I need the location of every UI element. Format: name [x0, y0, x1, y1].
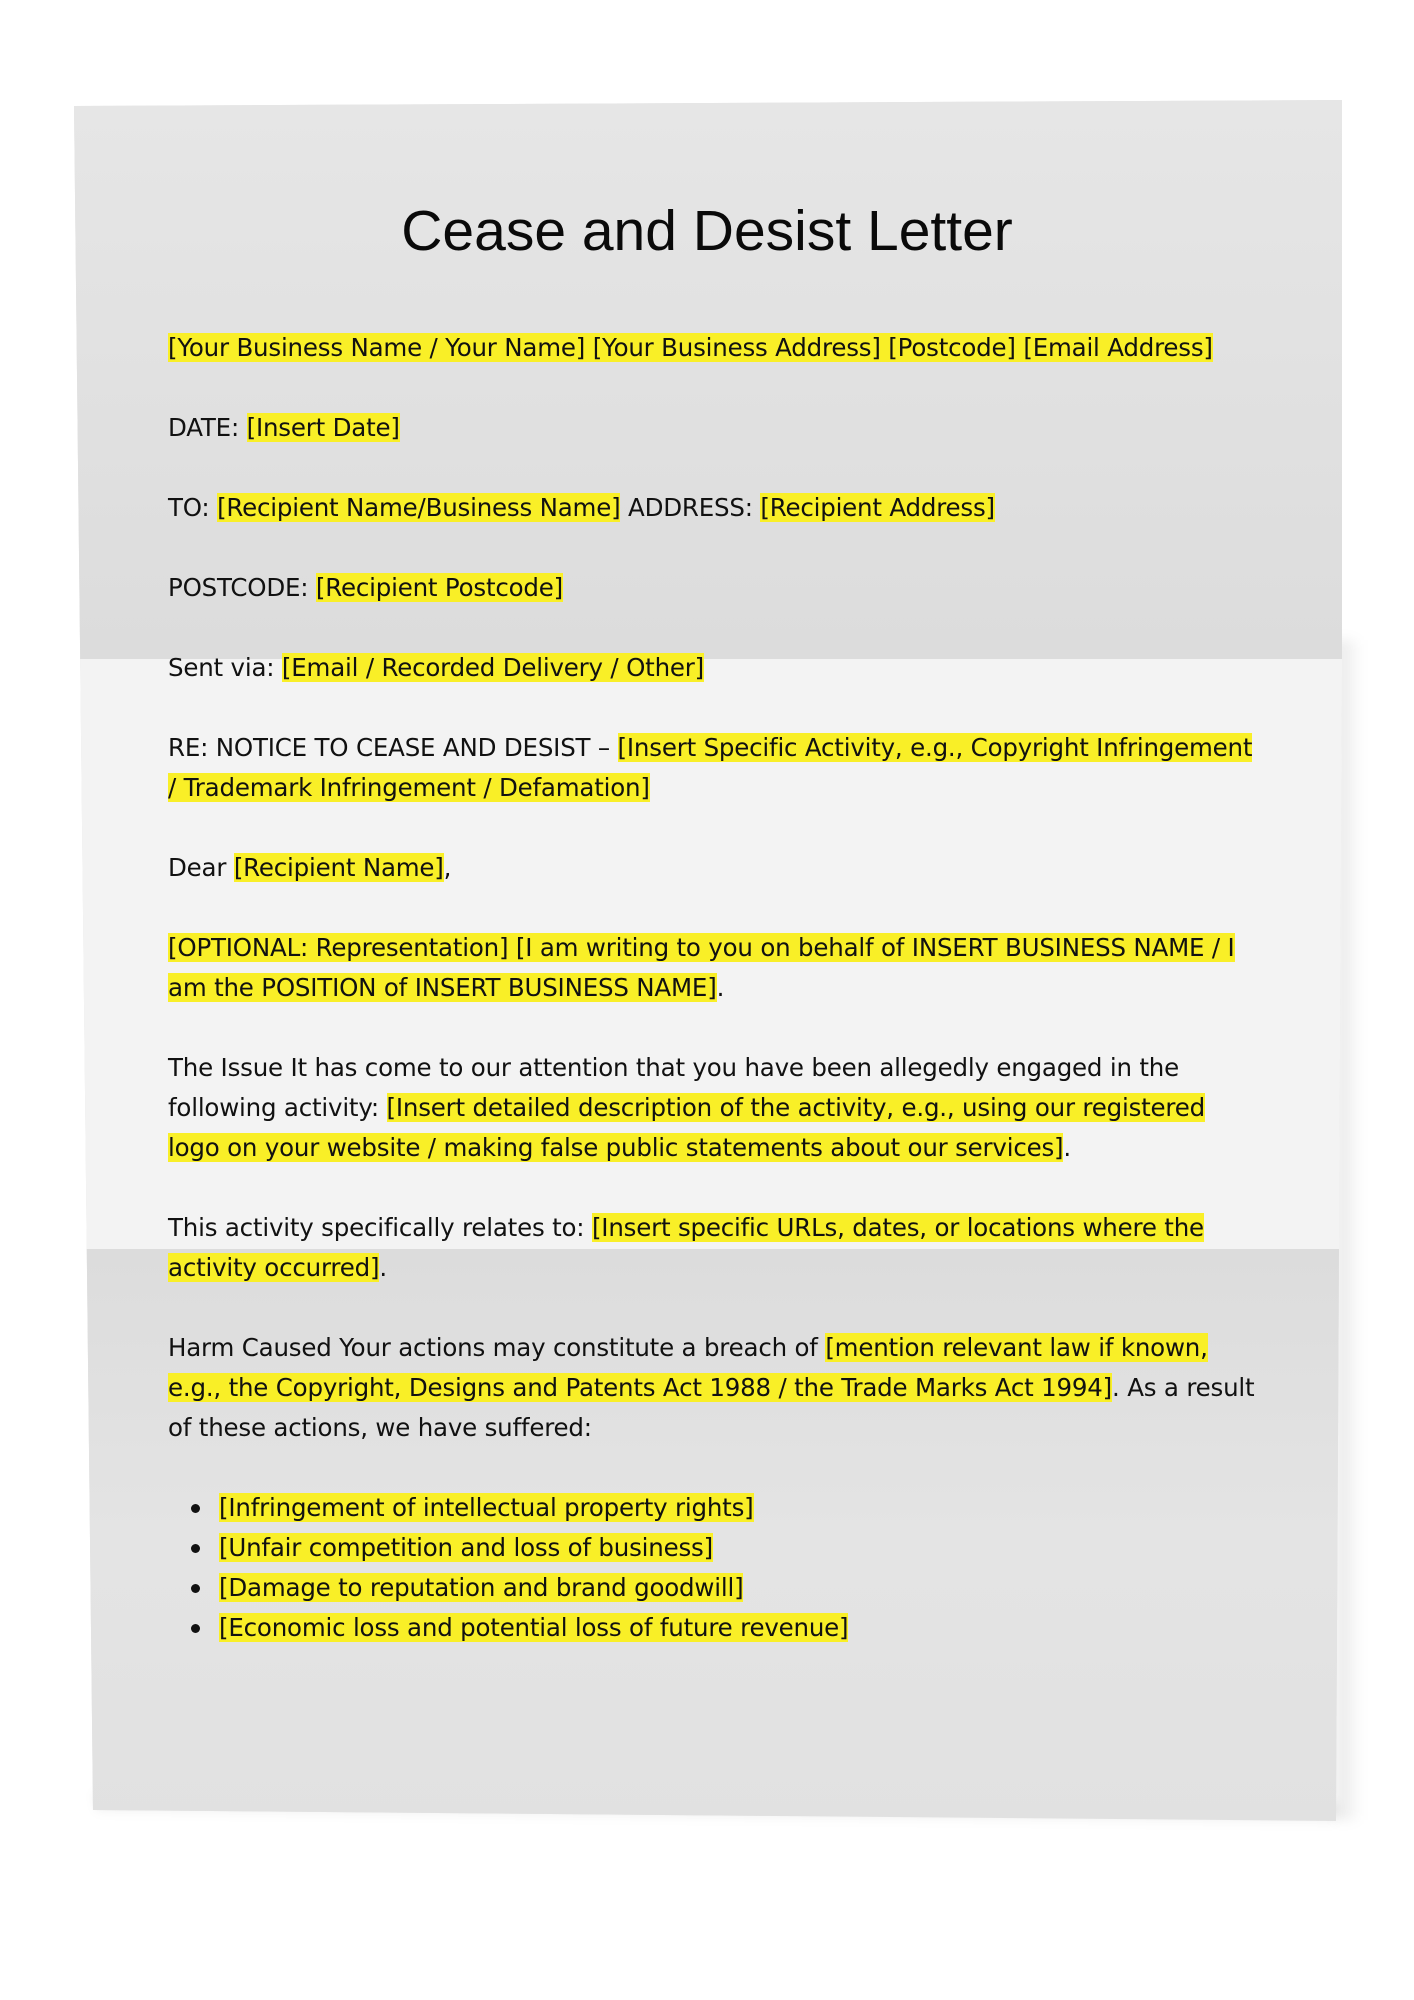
harm-paragraph [168, 1328, 1258, 1448]
sent-via-label: Sent via: [168, 653, 282, 682]
sender-placeholder[interactable]: [Your Business Name / Your Name] [Your Business Address] [Postcode] [Email Address] [168, 333, 1213, 362]
relates-placeholder[interactable]: [Insert specific URLs, dates, or locations where the activity occurred] [168, 1213, 1204, 1282]
representation-suffix: . [716, 973, 725, 1002]
list-item [219, 1568, 1258, 1608]
sent-via-line [168, 648, 1258, 688]
relates-paragraph [168, 1208, 1258, 1288]
harm-item-placeholder[interactable]: [Damage to reputation and brand goodwill] [219, 1573, 744, 1602]
list-item [219, 1488, 1258, 1528]
issue-paragraph [168, 1048, 1258, 1168]
recipient-address-placeholder[interactable]: [Recipient Address] [760, 493, 995, 522]
salutation-suffix: , [443, 853, 452, 882]
harm-law-placeholder[interactable]: [mention relevant law if known, e.g., the Copyright, Designs and Patents Act 1988 / the Trade Marks Act 1994] [168, 1333, 1208, 1402]
address-label: ADDRESS: [620, 493, 761, 522]
recipient-name-placeholder[interactable]: [Recipient Name/Business Name] [217, 493, 621, 522]
issue-suffix: . [1063, 1133, 1071, 1162]
list-item [219, 1528, 1258, 1568]
re-line [168, 728, 1258, 808]
date-label: DATE: [168, 413, 247, 442]
harm-item-placeholder[interactable]: [Economic loss and potential loss of future revenue] [219, 1613, 849, 1642]
re-label: RE: NOTICE TO CEASE AND DESIST – [168, 733, 618, 762]
salutation-recipient-placeholder[interactable]: [Recipient Name] [233, 853, 444, 882]
bullet-icon [191, 1584, 200, 1593]
representation-placeholder[interactable]: [OPTIONAL: Representation] [I am writing to you on behalf of INSERT BUSINESS NAME / I am the POSITION of INSERT BUSINESS NAME] [168, 933, 1235, 1002]
document-title: Cease and Desist Letter [401, 199, 1013, 263]
to-label: TO: [168, 493, 218, 522]
harm-item-placeholder[interactable]: [Unfair competition and loss of business] [219, 1533, 713, 1562]
salutation-label: Dear [168, 853, 234, 882]
representation-paragraph [168, 928, 1258, 1008]
bullet-icon [191, 1624, 200, 1633]
relates-suffix: . [379, 1253, 387, 1282]
letter-body [168, 328, 1258, 1648]
postcode-label: POSTCODE: [168, 573, 316, 602]
bullet-icon [191, 1544, 200, 1553]
recipient-postcode-placeholder[interactable]: [Recipient Postcode] [315, 573, 564, 602]
date-line [168, 408, 1258, 448]
sent-via-placeholder[interactable]: [Email / Recorded Delivery / Other] [281, 653, 704, 682]
re-activity-placeholder[interactable]: [Insert Specific Activity, e.g., Copyright Infringement / Trademark Infringement / Defamation] [168, 733, 1253, 802]
list-item [219, 1608, 1258, 1648]
issue-text: The Issue It has come to our attention that you have been allegedly engaged in the following activity: [168, 1053, 1179, 1122]
salutation-line [168, 848, 1258, 888]
to-line [168, 488, 1258, 528]
sender-block [168, 328, 1258, 368]
issue-placeholder[interactable]: [Insert detailed description of the activity, e.g., using our registered logo on your website / making false public statements about our services] [168, 1093, 1205, 1162]
harm-suffix: . As a result of these actions, we have suffered: [168, 1373, 1255, 1442]
harm-text: Harm Caused Your actions may constitute a breach of [168, 1333, 826, 1362]
date-placeholder[interactable]: [Insert Date] [246, 413, 400, 442]
harm-list [168, 1488, 1258, 1648]
harm-item-placeholder[interactable]: [Infringement of intellectual property rights] [219, 1493, 754, 1522]
relates-text: This activity specifically relates to: [168, 1213, 592, 1242]
postcode-line [168, 568, 1258, 608]
bullet-icon [191, 1504, 200, 1513]
